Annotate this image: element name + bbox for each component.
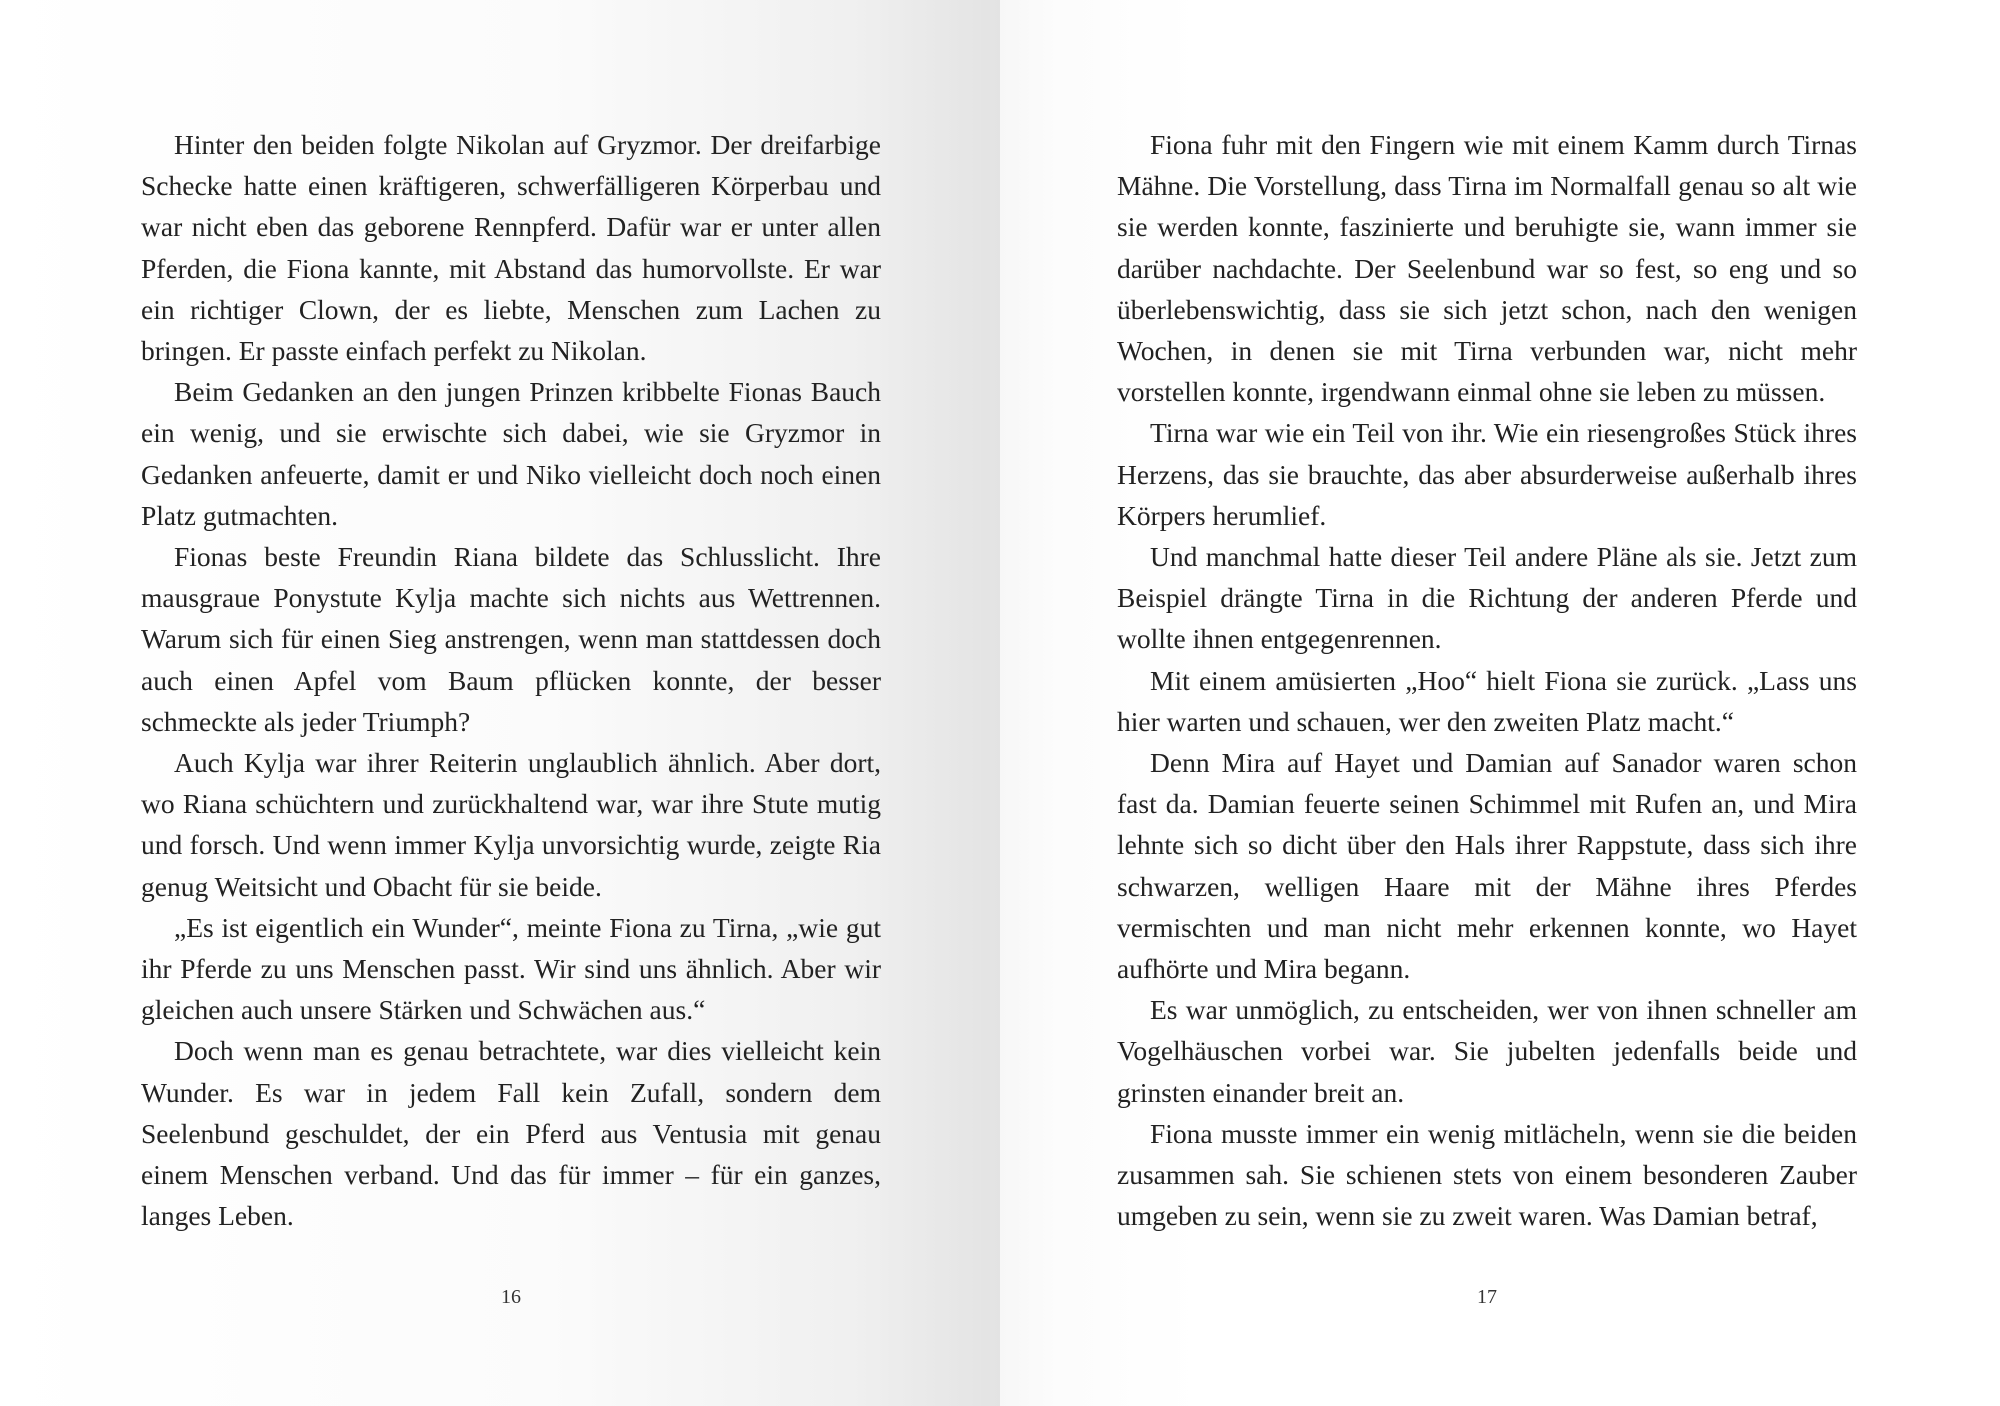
right-page-text xyxy=(1117,124,1857,1236)
paragraph: Beim Gedanken an den jungen Prinzen kribbelte Fionas Bauch ein wenig, und sie erwischte sich dabei, wie sie Gryzmor in Gedanken anfeuerte, damit er und Niko vielleicht doch noch einen Platz gutmachten. xyxy=(141,376,881,531)
paragraph: „Es ist eigentlich ein Wunder“, meinte Fiona zu Tirna, „wie gut ihr Pferde zu uns Menschen passt. Wir sind uns ähnlich. Aber wir gleichen auch unsere Stärken und Schwächen aus.“ xyxy=(141,911,881,1026)
paragraph: Fionas beste Freundin Riana bildete das Schlusslicht. Ihre mausgraue Ponystute Kylja machte sich nichts aus Wettrennen. Warum sich für einen Sieg anstrengen, wenn man stattdessen doch auch einen Apfel vom Baum pflücken konnte, der besser schmeckte als jeder Triumph? xyxy=(141,541,881,737)
paragraph: Tirna war wie ein Teil von ihr. Wie ein riesengroßes Stück ihres Herzens, das sie brauchte, das aber absurderweise außerhalb ihres Körpers herumlief. xyxy=(1117,417,1857,531)
paragraph: Es war unmöglich, zu entscheiden, wer von ihnen schneller am Vogelhäuschen vorbei war. Sie jubelten jedenfalls beide und grinsten einander breit an. xyxy=(1117,994,1857,1108)
paragraph: Hinter den beiden folgte Nikolan auf Gryzmor. Der dreifarbige Schecke hatte einen kräftigeren, schwerfälligeren Körperbau und war nicht eben das geborene Rennpferd. Dafür war er unter allen Pferden, die Fiona kannte, mit Abstand das humorvollste. Er war ein richtiger Clown, der es liebte, Menschen zum Lachen zu bringen. Er passte einfach perfekt zu Nikolan. xyxy=(141,129,881,367)
paragraph: Und manchmal hatte dieser Teil andere Pläne als sie. Jetzt zum Beispiel drängte Tirna in die Richtung der anderen Pferde und wollte ihnen entgegenrennen. xyxy=(1117,541,1857,655)
page-number-left: 16 xyxy=(501,1286,521,1308)
left-page-text xyxy=(141,124,881,1236)
page-number-right: 17 xyxy=(1477,1286,1497,1308)
paragraph: Mit einem amüsierten „Hoo“ hielt Fiona sie zurück. „Lass uns hier warten und schauen, wer den zweiten Platz macht.“ xyxy=(1117,664,1857,737)
paragraph: Fiona fuhr mit den Fingern wie mit einem Kamm durch Tirnas Mähne. Die Vorstellung, dass Tirna im Normalfall genau so alt wie sie werden konnte, faszinierte und beruhigte sie, wann immer sie darüber nachdachte. Der Seelenbund war so fest, so eng und so überlebenswichtig, dass sie sich jetzt schon, nach den wenigen Wochen, in denen sie mit Tirna verbunden war, nicht mehr vorstellen konnte, irgendwann einmal ohne sie leben zu müssen. xyxy=(1117,129,1857,408)
right-page xyxy=(1000,0,2000,1406)
paragraph: Auch Kylja war ihrer Reiterin unglaublich ähnlich. Aber dort, wo Riana schüchtern und zurückhaltend war, war ihre Stute mutig und forsch. Und wenn immer Kylja unvorsichtig wurde, zeigte Ria genug Weitsicht und Obacht für sie beide. xyxy=(141,747,881,902)
paragraph: Fiona musste immer ein wenig mitlächeln, wenn sie die beiden zusammen sah. Sie schienen stets von einem besonderen Zauber umgeben zu sein, wenn sie zu zweit waren. Was Damian betraf, xyxy=(1117,1117,1857,1232)
paragraph: Denn Mira auf Hayet und Damian auf Sanador waren schon fast da. Damian feuerte seinen Schimmel mit Rufen an, und Mira lehnte sich so dicht über den Hals ihrer Rappstute, dass sich ihre schwarzen, welligen Haare mit der Mähne ihres Pferdes vermischten und man nicht mehr erkennen konnte, wo Hayet aufhörte und Mira begann. xyxy=(1117,747,1857,985)
paragraph: Doch wenn man es genau betrachtete, war dies vielleicht kein Wunder. Es war in jedem Fall kein Zufall, sondern dem Seelenbund geschuldet, der ein Pferd aus Ventusia mit genau einem Menschen verband. Und das für immer – für ein ganzes, langes Leben. xyxy=(141,1035,881,1232)
